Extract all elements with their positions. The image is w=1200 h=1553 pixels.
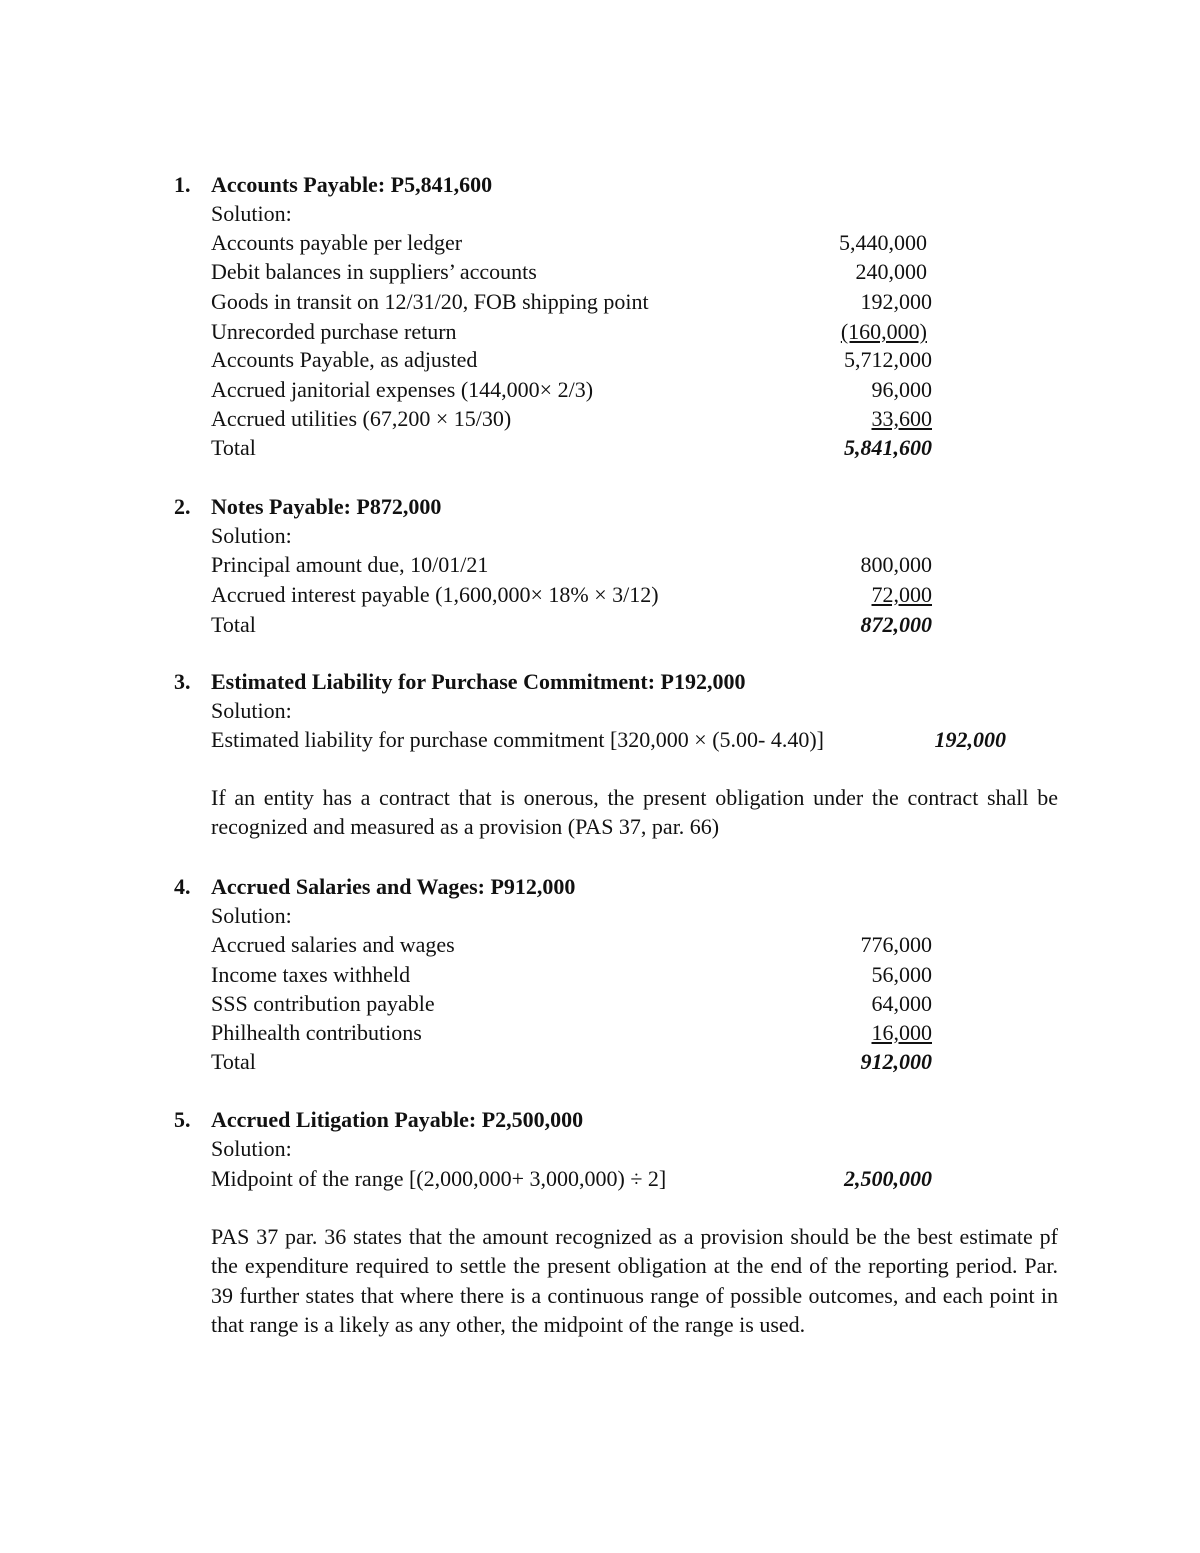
row-label: Goods in transit on 12/31/20, FOB shipping point bbox=[211, 289, 649, 314]
row-label: Accounts Payable, as adjusted bbox=[211, 347, 478, 372]
item-number: 2. bbox=[174, 494, 191, 519]
explanatory-note: If an entity has a contract that is onerous, the present obligation under the contract shall be recognized and measured as a provision (PAS 37, par. 66) bbox=[211, 785, 1058, 840]
row-amount: 776,000 bbox=[860, 932, 932, 957]
row-label: Accrued interest payable (1,600,000× 18% × 3/12) bbox=[211, 582, 659, 607]
row-label: Accrued salaries and wages bbox=[211, 932, 455, 957]
row-label: Unrecorded purchase return bbox=[211, 319, 457, 344]
row-label: Accrued janitorial expenses (144,000× 2/3) bbox=[211, 377, 594, 402]
item-title: Accounts Payable: P5,841,600 bbox=[211, 172, 493, 197]
total-amount: 2,500,000 bbox=[844, 1166, 932, 1191]
item-title: Accrued Salaries and Wages: P912,000 bbox=[211, 874, 576, 899]
row-label: Philhealth contributions bbox=[211, 1020, 422, 1045]
item-title: Notes Payable: P872,000 bbox=[211, 494, 442, 519]
explanatory-note: PAS 37 par. 36 states that the amount recognized as a provision should be the best estimate pf the expenditure required to settle the present obligation at the end of the reporting period. Par. 39 further states that where there is a continuous range of possible outcomes, and each point in that range is a likely as any other, the midpoint of the range is used. bbox=[211, 1224, 1058, 1337]
row-label: Accounts payable per ledger bbox=[211, 230, 463, 255]
solution-label: Solution: bbox=[211, 523, 292, 548]
row-amount: 240,000 bbox=[855, 259, 927, 284]
row-label: Midpoint of the range [(2,000,000+ 3,000,000) ÷ 2] bbox=[211, 1166, 667, 1191]
row-amount: 72,000 bbox=[871, 582, 932, 607]
total-amount: 872,000 bbox=[860, 612, 932, 637]
row-amount: (160,000) bbox=[840, 319, 927, 344]
item-title: Accrued Litigation Payable: P2,500,000 bbox=[211, 1107, 584, 1132]
row-label: Principal amount due, 10/01/21 bbox=[211, 552, 489, 577]
row-amount: 64,000 bbox=[871, 991, 932, 1016]
item-number: 1. bbox=[174, 172, 191, 197]
total-label: Total bbox=[211, 612, 256, 637]
row-label: Estimated liability for purchase commitment [320,000 × (5.00- 4.40)] bbox=[211, 727, 824, 752]
row-amount: 96,000 bbox=[871, 377, 932, 402]
item-number: 4. bbox=[174, 874, 191, 899]
solution-label: Solution: bbox=[211, 201, 292, 226]
row-label: SSS contribution payable bbox=[211, 991, 435, 1016]
row-amount: 16,000 bbox=[871, 1020, 932, 1045]
item-number: 3. bbox=[174, 669, 191, 694]
row-amount: 5,712,000 bbox=[844, 347, 932, 372]
total-amount: 5,841,600 bbox=[844, 435, 932, 460]
row-label: Accrued utilities (67,200 × 15/30) bbox=[211, 406, 512, 431]
row-label: Debit balances in suppliers’ accounts bbox=[211, 259, 537, 284]
row-amount: 33,600 bbox=[871, 406, 932, 431]
row-amount: 192,000 bbox=[860, 289, 932, 314]
solution-label: Solution: bbox=[211, 1136, 292, 1161]
row-amount: 5,440,000 bbox=[839, 230, 927, 255]
row-amount: 56,000 bbox=[871, 962, 932, 987]
total-label: Total bbox=[211, 1049, 256, 1074]
row-label: Income taxes withheld bbox=[211, 962, 411, 987]
solution-label: Solution: bbox=[211, 903, 292, 928]
solution-label: Solution: bbox=[211, 698, 292, 723]
item-title: Estimated Liability for Purchase Commitment: P192,000 bbox=[211, 669, 746, 694]
total-amount: 912,000 bbox=[860, 1049, 932, 1074]
item-number: 5. bbox=[174, 1107, 191, 1132]
total-amount: 192,000 bbox=[934, 727, 1006, 752]
row-amount: 800,000 bbox=[860, 552, 932, 577]
total-label: Total bbox=[211, 435, 256, 460]
